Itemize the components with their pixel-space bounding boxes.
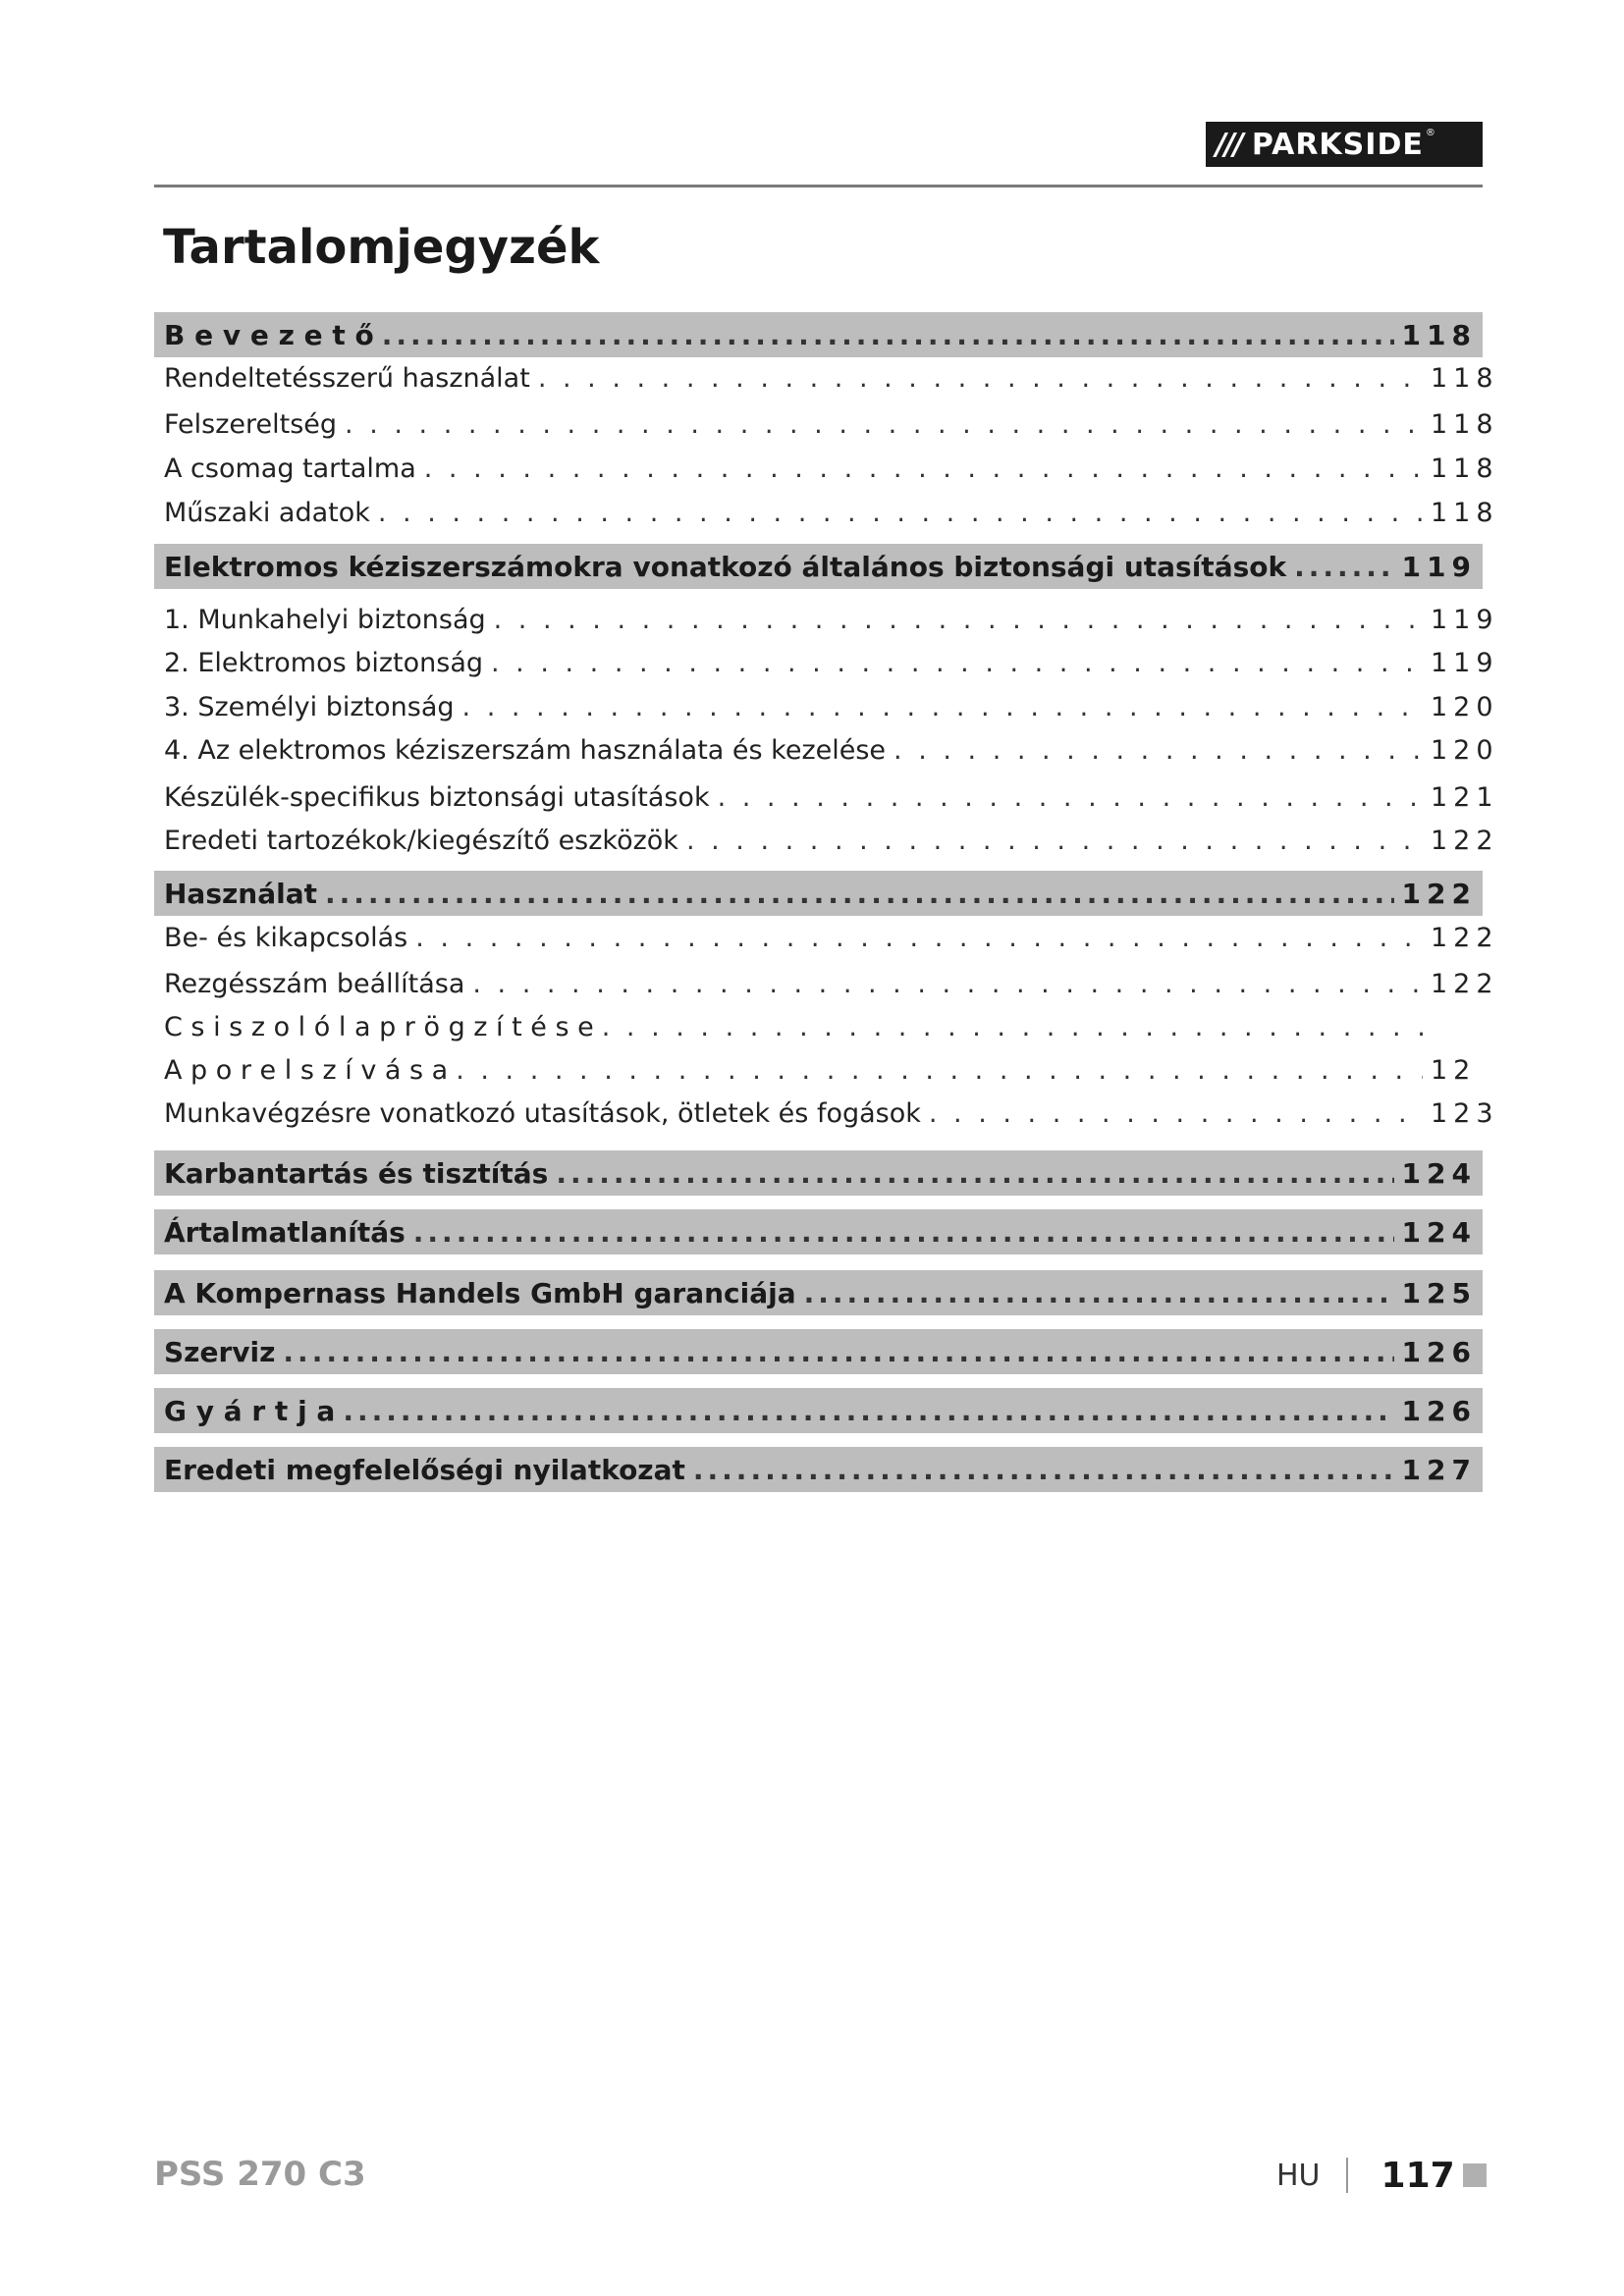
toc-entry-row [154,600,1529,639]
toc-page-number: 120 [1431,691,1499,722]
toc-label: Készülék-specifikus biztonsági utasítások [164,781,710,813]
toc-leader-dots [929,1098,1423,1129]
toc-label: C s i s z o l ó l a p r ö g z í t é s e [164,1011,594,1042]
toc-page-number: 122 [1401,877,1477,910]
toc-label: Ártalmatlanítás [164,1215,406,1249]
toc-page-number: 118 [1431,497,1499,528]
toc-section-row [154,312,1483,357]
toc-leader-dots [602,1012,1423,1042]
toc-label: Műszaki adatok [164,497,370,528]
toc-page-number: 118 [1401,318,1477,351]
toc-entry-row [154,821,1529,860]
toc-entry-row [154,404,1529,444]
footer-page-info [1276,2156,1487,2195]
footer-separator [1346,2158,1348,2193]
toc-page-number: 120 [1431,734,1499,766]
toc-leader-dots [491,648,1423,678]
toc-page-number: 119 [1431,604,1499,635]
toc-entry-row [154,730,1529,770]
footer-page-number: 117 [1380,2155,1455,2196]
toc-page-number: 119 [1401,550,1477,583]
toc-label: 3. Személyi biztonság [164,691,455,722]
toc-page-number: 118 [1431,408,1499,440]
toc-section-row [154,1329,1483,1374]
toc-section-row [154,544,1483,589]
toc-page-number: 119 [1431,647,1499,678]
toc-section-row [154,871,1483,916]
toc-entry-row [154,918,1529,957]
toc-entry-row [154,449,1529,488]
footer-square-icon [1463,2163,1487,2187]
toc-label: Szerviz [164,1335,276,1368]
toc-label: 1. Munkahelyi biztonság [164,604,486,635]
toc-entry-row [154,687,1529,726]
toc-entry-row [154,493,1529,532]
toc-leader-dots [456,1055,1423,1086]
toc-page-number: 118 [1431,362,1499,394]
footer-language-code: HU [1276,2158,1321,2193]
toc-leader-dots [345,409,1423,440]
toc-page-number: 122 [1431,968,1499,999]
toc-label: G y á r t j a [164,1394,336,1427]
toc-label: Felszereltség [164,408,338,440]
toc-page-number: 122 [1431,825,1499,856]
logo-stripes-icon: /// [1216,127,1242,162]
toc-label: Eredeti tartozékok/kiegészítő eszközök [164,825,678,856]
toc-label: Rezgésszám beállítása [164,968,465,999]
toc-leader-dots [343,1395,1393,1427]
toc-entry-row [154,964,1529,1003]
toc-label: Használat [164,877,317,910]
toc-entry-row [154,1050,1529,1090]
logo-brand-name: PARKSIDE [1251,127,1424,162]
toc-page-number: 118 [1431,453,1499,484]
toc-label: Eredeti megfelelőségi nyilatkozat [164,1453,685,1486]
toc-leader-dots [283,1336,1393,1368]
toc-leader-dots [382,319,1394,351]
toc-label: Munkavégzésre vonatkozó utasítások, ötletek és fogások [164,1097,921,1129]
toc-leader-dots [415,923,1423,953]
toc-label: A Kompernass Handels GmbH garanciája [164,1276,796,1309]
toc-entry-row [154,1094,1529,1133]
page-title: Tartalomjegyzék [163,220,600,275]
toc-page-number: 126 [1401,1394,1477,1427]
toc-label: Karbantartás és tisztítás [164,1156,549,1190]
toc-leader-dots [693,1454,1394,1486]
toc-page-number: 125 [1401,1276,1477,1309]
toc-page-number: 121 [1431,781,1499,813]
toc-label: A csomag tartalma [164,453,416,484]
toc-leader-dots [804,1277,1394,1309]
toc-entry-row [154,358,1529,398]
toc-label: A p o r e l s z í v á s a [164,1054,449,1086]
toc-page-number: 127 [1401,1453,1477,1486]
toc-leader-dots [1294,551,1393,583]
toc-leader-dots [718,782,1423,813]
toc-label: Be- és kikapcsolás [164,922,408,953]
toc-page-number: 126 [1401,1335,1477,1368]
toc-label: Elektromos kéziszerszámokra vonatkozó általános biztonsági utasítások [164,550,1287,583]
toc-section-row [154,1447,1483,1492]
toc-entry-row [154,1007,1529,1046]
logo-registered-mark: ® [1425,128,1435,138]
toc-page-number: 124 [1401,1156,1477,1190]
toc-leader-dots [538,363,1423,394]
toc-leader-dots [893,735,1423,766]
toc-leader-dots [378,498,1423,528]
toc-leader-dots [325,878,1394,910]
toc-section-row [154,1388,1483,1433]
toc-label: B e v e z e t ő [164,318,374,351]
toc-leader-dots [494,605,1423,635]
toc-section-row [154,1270,1483,1315]
footer-model-name: PSS 270 C3 [154,2155,366,2194]
toc-entry-row [154,643,1529,682]
toc-entry-row [154,777,1529,817]
toc-label: Rendeltetésszerű használat [164,362,530,394]
toc-section-row [154,1209,1483,1255]
toc-leader-dots [424,454,1423,484]
toc-label: 2. Elektromos biztonság [164,647,484,678]
toc-page-number: 122 [1431,922,1499,953]
toc-page-number: 12 [1431,1054,1477,1086]
toc-leader-dots [686,826,1423,856]
toc-page-number: 124 [1401,1215,1477,1249]
toc-section-row [154,1150,1483,1196]
toc-leader-dots [556,1157,1393,1190]
toc-leader-dots [462,692,1423,722]
toc-label: 4. Az elektromos kéziszerszám használata és kezelése [164,734,887,766]
toc-leader-dots [472,969,1423,999]
toc-page-number: 123 [1431,1097,1499,1129]
toc-leader-dots [413,1216,1394,1249]
